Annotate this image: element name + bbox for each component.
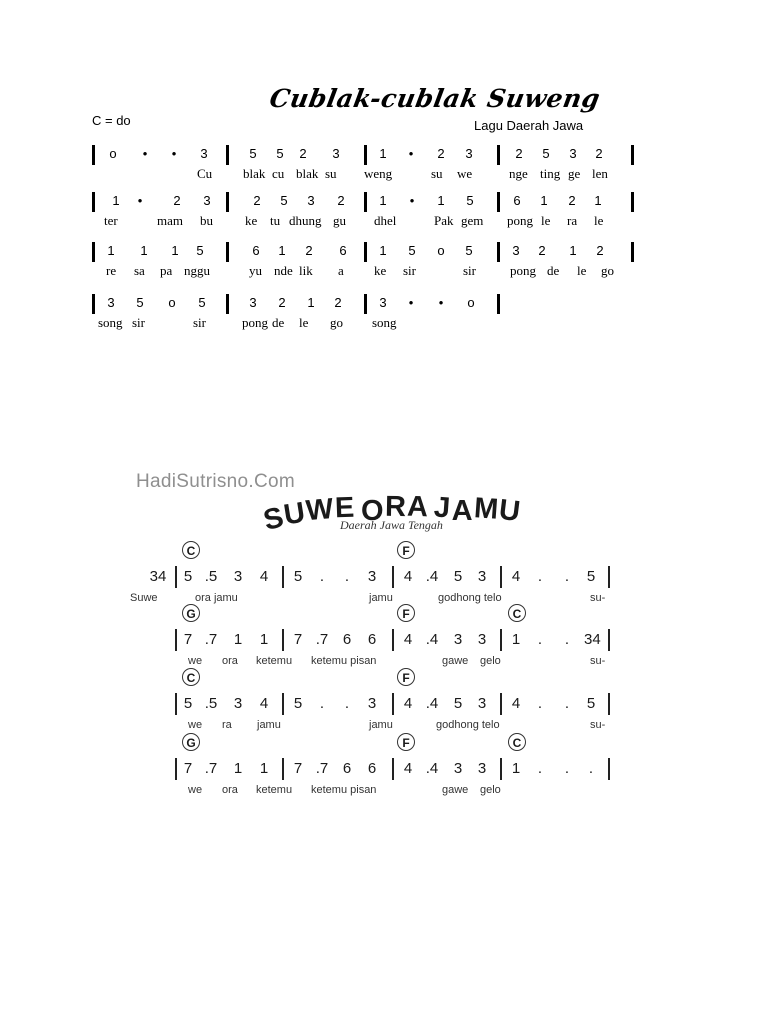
bar-line	[608, 693, 610, 715]
note: 1	[233, 631, 243, 648]
lyric-syllable: nggu	[184, 263, 210, 278]
song-subtitle: Daerah Jawa Tengah	[340, 518, 443, 532]
lyric-word: jamu	[369, 719, 393, 731]
bar-line	[631, 145, 634, 165]
note: 3	[200, 146, 208, 161]
lyric-syllable: sa	[134, 263, 145, 278]
note: 3	[379, 295, 387, 310]
lyric-syllable: le	[594, 213, 604, 228]
note: 2	[299, 146, 307, 161]
note: 5	[249, 146, 257, 161]
lyric-word: godhong telo	[438, 592, 502, 604]
chord-symbol: F	[397, 604, 415, 622]
note: •	[438, 295, 444, 310]
bar-line	[497, 192, 500, 212]
lyric-syllable: ting	[540, 166, 561, 181]
lyric-syllable: gem	[461, 213, 484, 228]
lyric-word: we	[188, 719, 203, 731]
bar-line	[92, 192, 95, 212]
note: 5	[280, 193, 288, 208]
song-suwe-ora-jamu	[130, 465, 620, 805]
note: 5	[183, 695, 193, 712]
note: 2	[437, 146, 445, 161]
chord-symbol: F	[397, 668, 415, 686]
lyric-syllable: ge	[568, 166, 581, 181]
note: 2	[278, 295, 286, 310]
note: 1	[233, 760, 243, 777]
lyric-word: Suwe	[130, 592, 158, 604]
lyric-syllable: pong	[242, 315, 268, 330]
note: 3	[367, 695, 377, 712]
lyric-word: we	[188, 784, 203, 796]
note: •	[408, 146, 414, 161]
song-title: Cublak-cublak Suweng	[267, 84, 603, 113]
bar-line	[497, 242, 500, 262]
note: o	[168, 295, 176, 310]
note: 3	[477, 695, 487, 712]
note: 6	[252, 243, 260, 258]
bar-line	[364, 192, 367, 212]
lyric-syllable: ter	[104, 213, 118, 228]
lyric-word: godhong telo	[436, 719, 500, 731]
lyric-syllable: sir	[403, 263, 416, 278]
lyric-syllable: le	[541, 213, 551, 228]
notation-line	[0, 144, 768, 184]
bar-line	[226, 294, 229, 314]
lyric-word: gawe	[442, 784, 469, 796]
lyric-word: ketemu	[256, 784, 293, 796]
song-origin: Lagu Daerah Jawa	[474, 118, 584, 133]
lyric-syllable: lik	[299, 263, 313, 278]
note: 1	[140, 243, 148, 258]
lyric-syllable: gu	[333, 213, 346, 228]
chord-symbol: F	[397, 541, 415, 559]
bar-line	[175, 693, 177, 715]
note: 3	[453, 760, 463, 777]
note: •	[137, 193, 143, 208]
bar-line	[282, 693, 284, 715]
note: 3	[233, 695, 243, 712]
watermark: HadiSutrisno.Com	[136, 471, 295, 492]
note: 1	[259, 631, 269, 648]
lyric-syllable: mam	[157, 213, 183, 228]
bar-line	[500, 758, 502, 780]
lyric-syllable: song	[98, 315, 123, 330]
note: 1	[259, 760, 269, 777]
note: 1	[540, 193, 548, 208]
bar-line	[497, 294, 500, 314]
note: 7	[293, 631, 303, 648]
note: 2	[595, 146, 603, 161]
lyric-word: su-	[590, 655, 606, 667]
note: .	[564, 695, 570, 712]
note: 4	[403, 568, 413, 585]
lyric-syllable: ke	[374, 263, 387, 278]
bar-line	[282, 629, 284, 651]
note: 7	[293, 760, 303, 777]
note: 3	[367, 568, 377, 585]
note: 1	[112, 193, 120, 208]
note: 5	[196, 243, 204, 258]
note: .5	[204, 695, 218, 712]
note: 5	[586, 695, 596, 712]
note: 3	[453, 631, 463, 648]
chord-symbol: G	[182, 604, 200, 622]
lyric-word: jamu	[257, 719, 281, 731]
lyric-syllable: su	[325, 166, 337, 181]
note: 5	[466, 193, 474, 208]
chord-symbol: G	[182, 733, 200, 751]
bar-line	[631, 242, 634, 262]
lyric-syllable: a	[338, 263, 344, 278]
bar-line	[392, 629, 394, 651]
note: 1	[511, 760, 521, 777]
note: .	[344, 695, 350, 712]
bar-line	[364, 242, 367, 262]
notation-line	[0, 293, 768, 333]
bar-line	[608, 758, 610, 780]
note: .7	[315, 631, 329, 648]
note: .	[537, 568, 543, 585]
note: o	[467, 295, 475, 310]
note: .	[319, 695, 325, 712]
note: 2	[337, 193, 345, 208]
bar-line	[282, 758, 284, 780]
note: .7	[204, 760, 218, 777]
bar-line	[226, 145, 229, 165]
note: •	[171, 146, 177, 161]
lyric-syllable: sir	[193, 315, 206, 330]
lyric-syllable: dhung	[289, 213, 322, 228]
bar-line	[92, 294, 95, 314]
bar-line	[608, 629, 610, 651]
note: .4	[425, 760, 439, 777]
note: .	[319, 568, 325, 585]
note: 5	[586, 568, 596, 585]
chord-symbol: C	[508, 604, 526, 622]
note: 5	[465, 243, 473, 258]
bar-line	[500, 566, 502, 588]
note: .	[344, 568, 350, 585]
note: 6	[342, 631, 352, 648]
note: 5	[183, 568, 193, 585]
note: .	[537, 695, 543, 712]
note: 1	[437, 193, 445, 208]
lyric-word: ora jamu	[195, 592, 238, 604]
note: 6	[513, 193, 521, 208]
chord-symbol: C	[508, 733, 526, 751]
lyric-syllable: yu	[249, 263, 262, 278]
note: .	[537, 760, 543, 777]
note: 7	[183, 631, 193, 648]
note: 2	[568, 193, 576, 208]
lyric-syllable: re	[106, 263, 117, 278]
chord-symbol: C	[182, 541, 200, 559]
chord-symbol: C	[182, 668, 200, 686]
note: 3	[107, 295, 115, 310]
lyric-syllable: le	[577, 263, 587, 278]
note: •	[142, 146, 148, 161]
note: 6	[342, 760, 352, 777]
note: 4	[511, 695, 521, 712]
note: 1	[107, 243, 115, 258]
notation-line	[0, 241, 768, 281]
note: 2	[173, 193, 181, 208]
note: 3	[477, 631, 487, 648]
lyric-word: su-	[590, 719, 606, 731]
lyric-word: su-	[590, 592, 606, 604]
note: 5	[453, 568, 463, 585]
note: o	[437, 243, 445, 258]
note: 6	[367, 631, 377, 648]
bar-line	[500, 693, 502, 715]
bar-line	[500, 629, 502, 651]
lyric-word: ketemu	[256, 655, 293, 667]
note: 4	[511, 568, 521, 585]
lyric-word: we	[188, 655, 203, 667]
notation-row	[130, 668, 620, 732]
lyric-syllable: sir	[132, 315, 145, 330]
lyric-syllable: weng	[364, 166, 393, 181]
bar-line	[392, 566, 394, 588]
note: 5	[136, 295, 144, 310]
note: .	[564, 568, 570, 585]
notation-row	[130, 541, 620, 605]
lyric-syllable: go	[330, 315, 343, 330]
note: 6	[339, 243, 347, 258]
notation-row	[130, 604, 620, 668]
lyric-word: jamu	[369, 592, 393, 604]
lyric-syllable: de	[272, 315, 285, 330]
lyric-syllable: de	[547, 263, 560, 278]
note: 3	[332, 146, 340, 161]
bar-line	[282, 566, 284, 588]
note: 1	[307, 295, 315, 310]
bar-line	[392, 693, 394, 715]
note: 5	[276, 146, 284, 161]
bar-line	[364, 294, 367, 314]
lyric-word: ra	[222, 719, 232, 731]
lyric-syllable: Pak	[434, 213, 454, 228]
bar-line	[226, 192, 229, 212]
bar-line	[497, 145, 500, 165]
lyric-syllable: su	[431, 166, 443, 181]
note: 2	[515, 146, 523, 161]
note: .5	[204, 568, 218, 585]
note: 6	[367, 760, 377, 777]
lyric-syllable: dhel	[374, 213, 397, 228]
note: 3	[477, 760, 487, 777]
note: •	[408, 295, 414, 310]
note: 4	[259, 568, 269, 585]
note: 2	[334, 295, 342, 310]
note: 1	[379, 243, 387, 258]
note: 3	[307, 193, 315, 208]
note: 3	[203, 193, 211, 208]
note: 7	[183, 760, 193, 777]
lyric-syllable: we	[457, 166, 473, 181]
note: .4	[425, 631, 439, 648]
note: .	[564, 760, 570, 777]
lyric-word: ketemu pisan	[311, 655, 377, 667]
note: 2	[596, 243, 604, 258]
lyric-syllable: go	[601, 263, 614, 278]
note: 3	[512, 243, 520, 258]
lyric-syllable: Cu	[197, 166, 213, 181]
lyric-syllable: blak	[243, 166, 266, 181]
lyric-syllable: nge	[509, 166, 528, 181]
note: 4	[403, 760, 413, 777]
time-signature: 34	[149, 568, 167, 585]
chord-symbol: F	[397, 733, 415, 751]
note: 1	[171, 243, 179, 258]
note: 34	[584, 631, 601, 648]
lyric-word: ora	[222, 784, 238, 796]
note: 1	[511, 631, 521, 648]
note: 5	[198, 295, 206, 310]
lyric-syllable: pong	[507, 213, 533, 228]
note: 5	[293, 695, 303, 712]
note: 5	[408, 243, 416, 258]
note: 1	[569, 243, 577, 258]
note: 3	[569, 146, 577, 161]
lyric-syllable: ra	[567, 213, 578, 228]
lyric-syllable: len	[592, 166, 608, 181]
note: •	[409, 193, 415, 208]
note: o	[109, 146, 117, 161]
lyric-syllable: bu	[200, 213, 213, 228]
bar-line	[92, 242, 95, 262]
bar-line	[631, 192, 634, 212]
bar-line	[226, 242, 229, 262]
lyric-syllable: sir	[463, 263, 476, 278]
lyric-syllable: song	[372, 315, 397, 330]
note: .	[588, 760, 594, 777]
bar-line	[392, 758, 394, 780]
note: 3	[249, 295, 257, 310]
lyric-syllable: ke	[245, 213, 258, 228]
note: 3	[233, 568, 243, 585]
note: 1	[379, 146, 387, 161]
lyric-word: ketemu pisan	[311, 784, 377, 796]
bar-line	[92, 145, 95, 165]
note: 2	[538, 243, 546, 258]
note: .	[537, 631, 543, 648]
bar-line	[175, 758, 177, 780]
note: .7	[315, 760, 329, 777]
lyric-word: gelo	[480, 655, 501, 667]
lyric-syllable: nde	[274, 263, 293, 278]
note: 4	[403, 631, 413, 648]
note: 1	[379, 193, 387, 208]
note: 4	[259, 695, 269, 712]
notation-line	[0, 191, 768, 231]
note: .4	[425, 695, 439, 712]
lyric-syllable: pong	[510, 263, 536, 278]
lyric-word: gelo	[480, 784, 501, 796]
lyric-syllable: pa	[160, 263, 173, 278]
lyric-syllable: tu	[270, 213, 281, 228]
note: 4	[403, 695, 413, 712]
bar-line	[364, 145, 367, 165]
lyric-syllable: blak	[296, 166, 319, 181]
bar-line	[608, 566, 610, 588]
key-signature: C = do	[92, 113, 131, 128]
lyric-syllable: le	[299, 315, 309, 330]
note: .4	[425, 568, 439, 585]
lyric-word: ora	[222, 655, 238, 667]
note: 1	[278, 243, 286, 258]
lyric-word: gawe	[442, 655, 469, 667]
song-title-suwe-ora-jamu: SUWE ORA JAMU	[260, 490, 523, 538]
note: 2	[305, 243, 313, 258]
bar-line	[175, 566, 177, 588]
note: 5	[293, 568, 303, 585]
song-cublak-cublak-suweng	[0, 0, 768, 340]
bar-line	[175, 629, 177, 651]
note: 5	[542, 146, 550, 161]
note: 1	[594, 193, 602, 208]
note: 3	[465, 146, 473, 161]
note: 3	[477, 568, 487, 585]
note: 5	[453, 695, 463, 712]
notation-row	[130, 733, 620, 797]
note: .7	[204, 631, 218, 648]
lyric-syllable: cu	[272, 166, 285, 181]
note: 2	[253, 193, 261, 208]
note: .	[564, 631, 570, 648]
